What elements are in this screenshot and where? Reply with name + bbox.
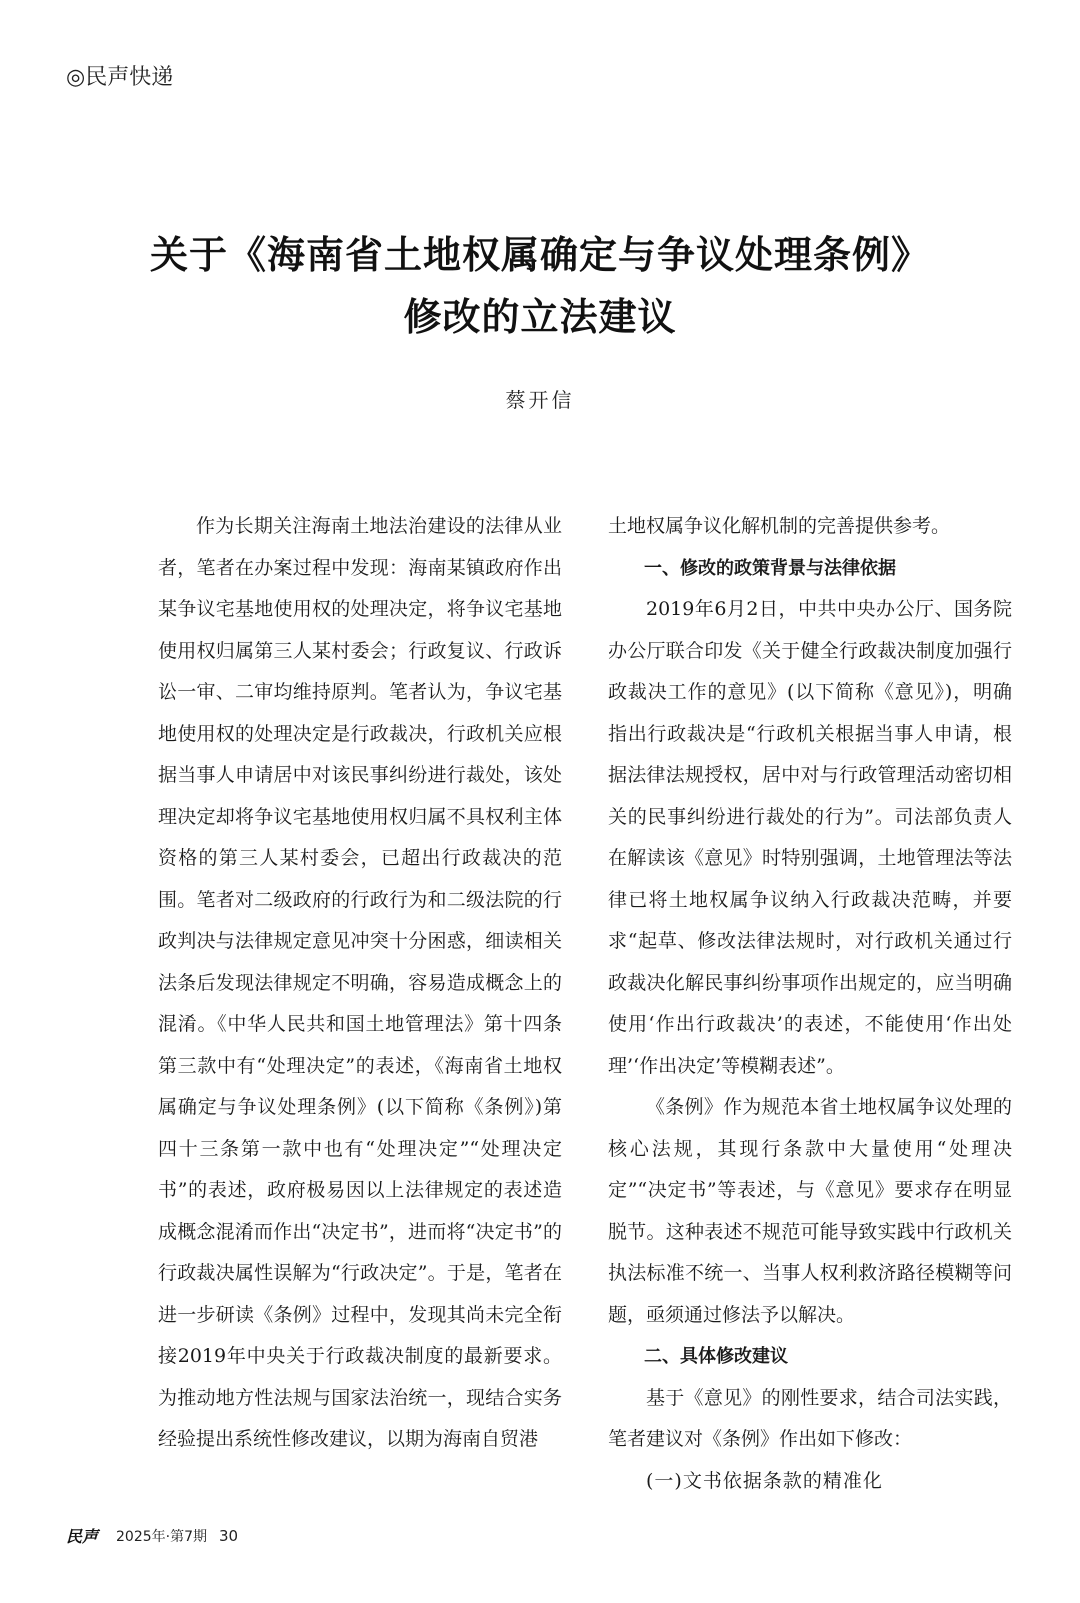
magazine-logo bbox=[66, 1527, 108, 1545]
article-title-line2: 修改的立法建议 bbox=[403, 295, 677, 339]
paragraph-regulation: 《条例》作为规范本省土地权属争议处理的核心法规，其现行条款中大量使用“处理决定”“决定书”等表述，与《意见》要求存在明显脱节。这种表述不规范可能导致实践中行政机关执法标准不统一、当事人权利救济路径模糊等问题，亟须通过修法予以解决。 bbox=[608, 1096, 1012, 1326]
magazine-logo-text: 民声 bbox=[66, 1527, 99, 1545]
paragraph-suggestion: 基于《意见》的刚性要求，结合司法实践，笔者建议对《条例》作出如下修改： bbox=[608, 1386, 1012, 1450]
paragraph-background: 2019年6月2日，中共中央办公厅、国务院办公厅联合印发《关于健全行政裁决制度加强行政裁决工作的意见》(以下简称《意见》)，明确指出行政裁决是“行政机关根据当事人申请，根据法律法规授权，居中对与行政管理活动密切相关的民事纠纷进行裁处的行为”。司法部负责人在解读该《意见》时特别强调，土地管理法等法律已将土地权属争议纳入行政裁决范畴，并要求“起草、修改法律法规时，对行政机关通过行政裁决化解民事纠纷事项作出规定的，应当明确使用‘作出行政裁决’的表述，不能使用‘作出处理’‘作出决定’等模糊表述”。 bbox=[608, 598, 1012, 1077]
subsection-heading-1: (一)文书依据条款的精准化 bbox=[646, 1469, 883, 1492]
author-name: 蔡开信 bbox=[505, 388, 575, 412]
page-footer bbox=[66, 1525, 238, 1547]
left-column bbox=[158, 506, 562, 1461]
paragraph-intro: 作为长期关注海南土地法治建设的法律从业者，笔者在办案过程中发现：海南某镇政府作出某争议宅基地使用权的处理决定，将争议宅基地使用权归属第三人某村委会；行政复议、行政诉讼一审、二审均维持原判。笔者认为，争议宅基地使用权的处理决定是行政裁决，行政机关应根据当事人申请居中对该民事纠纷进行裁处，该处理决定却将争议宅基地使用权归属不具权利主体资格的第三人某村委会，已超出行政裁决的范围。笔者对二级政府的行政行为和二级法院的行政判决与法律规定意见冲突十分困惑，细读相关法条后发现法律规定不明确，容易造成概念上的混淆。《中华人民共和国土地管理法》第十四条第三款中有“处理决定”的表述，《海南省土地权属确定与争议处理条例》(以下简称《条例》)第四十三条第一款中也有“处理决定”“处理决定书”的表述，政府极易因以上法律规定的表述造成概念混淆而作出“决定书”，进而将“决定书”的行政裁决属性误解为“行政决定”。于是，笔者在进一步研读《条例》过程中，发现其尚未完全衔接2019年中央关于行政裁决制度的最新要求。为推动地方性法规与国家法治统一，现结合实务经验提出系统性修改建议，以期为海南自贸港 bbox=[158, 515, 562, 1450]
article-title-line1: 关于《海南省土地权属确定与争议处理条例》 bbox=[149, 233, 930, 277]
right-column bbox=[608, 506, 1012, 1502]
issue-label: 2025年·第7期 bbox=[116, 1529, 207, 1545]
section-tag: ◎民声快递 bbox=[66, 65, 174, 90]
section-heading-2: 二、具体修改建议 bbox=[644, 1346, 788, 1367]
paragraph-intro-continued: 土地权属争议化解机制的完善提供参考。 bbox=[608, 515, 951, 537]
section-heading-1: 一、修改的政策背景与法律依据 bbox=[644, 557, 896, 579]
page-number: 30 bbox=[219, 1527, 239, 1545]
